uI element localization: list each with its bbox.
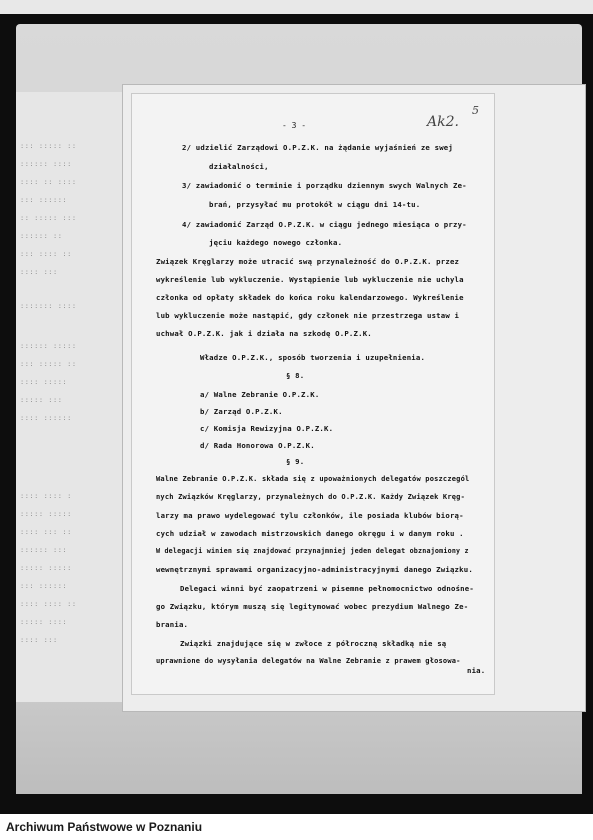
text-line: Związek Kręglarzy może utracić swą przynależność do O.P.Z.K. przez <box>156 257 460 266</box>
text-line: wewnętrznymi sprawami organizacyjno-administracyjnymi danego Związku. <box>156 565 473 574</box>
text-line: go Związku, którym muszą się legitymować wobec prezydium Walnego Ze- <box>156 602 469 611</box>
footer-bar <box>0 814 593 840</box>
bleed-through-text: ::: ::::: :: <box>20 142 77 150</box>
text-line: Związki znajdujące się w zwłoce z półroczną składką nie są <box>180 639 447 648</box>
text-line: lub wykluczenie może nastąpić, gdy członek nie przestrzega ustaw i <box>156 311 460 320</box>
bleed-through-text: :: ::::: ::: <box>20 214 77 222</box>
text-line: nych Związków Kręglarzy, przynależnych do O.P.Z.K. Każdy Związek Kręg- <box>156 493 466 501</box>
text-line: d/ Rada Honorowa O.P.Z.K. <box>200 441 315 450</box>
top-strip <box>0 0 593 14</box>
text-line: uchwał O.P.Z.K. jak i działa na szkodę O.P.Z.K. <box>156 329 372 338</box>
text-line: nia. <box>467 666 486 675</box>
text-line: brań, przysyłać mu protokół w ciągu dni 14-tu. <box>209 200 421 209</box>
bleed-through-text: :::::: ::::: <box>20 342 77 350</box>
text-line: larzy ma prawo wydelegować tylu członków, ile posiada klubów biorą- <box>156 511 464 520</box>
bleed-through-text: :::::: ::: <box>20 546 68 554</box>
scan-area <box>0 14 593 814</box>
text-line: brania. <box>156 620 189 629</box>
bleed-through-text: :::: :::: : <box>20 492 72 500</box>
document-page <box>132 94 494 694</box>
text-line: 4/ zawiadomić Zarząd O.P.Z.K. w ciągu jednego miesiąca o przy- <box>182 220 467 229</box>
text-line: a/ Walne Zebranie O.P.Z.K. <box>200 390 320 399</box>
bleed-through-text: ::::: ::: <box>20 396 63 404</box>
paragraph-mark: § 8. <box>286 371 305 380</box>
bleed-through-text: ::::::: :::: <box>20 302 77 310</box>
bleed-through-text: ::: :::: :: <box>20 250 72 258</box>
section-heading: Władze O.P.Z.K., sposób tworzenia i uzupełnienia. <box>200 353 426 362</box>
bleed-through-text: :::: :: :::: <box>20 178 77 186</box>
bleed-through-text: ::: :::::: <box>20 196 68 204</box>
bleed-through-text: :::: ::: :: <box>20 528 72 536</box>
bleed-through-text: ::::: ::::: <box>20 510 72 518</box>
bleed-through-text: :::: ::: <box>20 268 58 276</box>
text-line: c/ Komisja Rewizyjna O.P.Z.K. <box>200 424 334 433</box>
archive-credit: Archiwum Państwowe w Poznaniu <box>6 820 203 834</box>
handwritten-number: 5 <box>472 104 479 117</box>
handwritten-reference: Ak2. <box>427 114 459 130</box>
paragraph-mark: § 9. <box>286 457 305 466</box>
text-line: W delegacji winien się znajdować przynajmniej jeden delegat obznajomiony z <box>156 547 469 555</box>
bleed-through-text: :::::: :::: <box>20 160 72 168</box>
bleed-through-text: :::: ::: <box>20 636 58 644</box>
bleed-through-text: :::: :::: :: <box>20 600 77 608</box>
bleed-through-text: :::: :::::: <box>20 414 72 422</box>
bleed-through-text: :::::: :: <box>20 232 63 240</box>
text-line: działalności, <box>209 162 269 171</box>
bleed-through-text: :::: ::::: <box>20 378 68 386</box>
page-number: - 3 - <box>282 121 307 130</box>
bleed-through-text: ::: :::::: <box>20 582 68 590</box>
text-line: 3/ zawiadomić o terminie i porządku dziennym swych Walnych Ze- <box>182 181 467 190</box>
text-line: Delegaci winni być zaopatrzeni w pisemne pełnomocnictwo odnośne- <box>180 584 474 593</box>
text-line: uprawnione do wysyłania delegatów na Walne Zebranie z prawem głosowa- <box>156 657 461 665</box>
bleed-through-text: ::::: ::::: <box>20 564 72 572</box>
text-line: 2/ udzielić Zarządowi O.P.Z.K. na żądanie wyjaśnień ze swej <box>182 143 453 152</box>
text-line: Walne Zebranie O.P.Z.K. składa się z upoważnionych delegatów poszczegól <box>156 475 470 483</box>
bleed-through-text: ::::: :::: <box>20 618 68 626</box>
text-line: członka od opłaty składek do końca roku kalendarzowego. Wykreślenie <box>156 293 464 302</box>
bleed-through-text: ::: ::::: :: <box>20 360 77 368</box>
text-line: jęciu każdego nowego członka. <box>209 238 343 247</box>
text-line: wykreślenie lub wykluczenie. Wystąpienie lub wykluczenie nie uchyla <box>156 275 464 284</box>
text-line: b/ Zarząd O.P.Z.K. <box>200 407 283 416</box>
text-line: cych udział w zawodach mistrzowskich danego okręgu i w danym roku . <box>156 529 464 538</box>
